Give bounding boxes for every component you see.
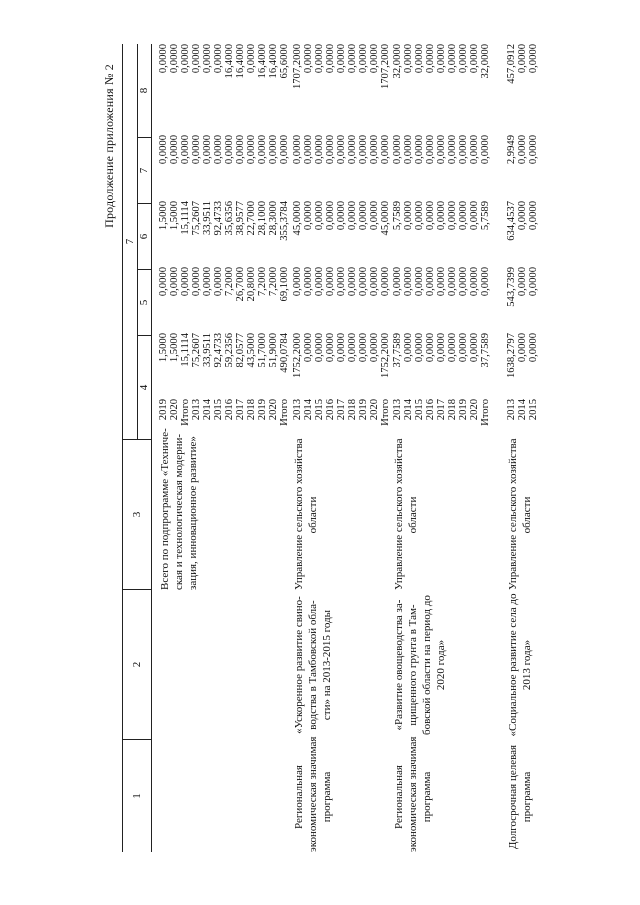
table-row: 2015 0,0000 0,0000 0,0000 0,0000 0,0000 bbox=[314, 44, 325, 421]
data-rows bbox=[292, 44, 391, 437]
executor-line: зация, инновационное развитие» bbox=[187, 436, 199, 590]
header-col-8: 8 bbox=[137, 44, 151, 138]
executor-line: ская и технологическая модерни- bbox=[173, 433, 185, 590]
table-row: 2017 82,0577 26,7000 38,9577 0,0000 16,4000 bbox=[235, 44, 246, 421]
program-name-line: «Ускоренное развитие свино- bbox=[293, 596, 305, 734]
executor-line: области bbox=[521, 496, 533, 534]
header-col-1: 1 bbox=[131, 793, 143, 799]
table-row: Итого 37,7589 0,0000 5,7589 0,0000 32,0000 bbox=[480, 44, 491, 426]
program-type-line: экономическая значимая bbox=[307, 736, 319, 852]
table-row: 2019 0,0000 0,0000 0,0000 0,0000 0,0000 bbox=[458, 44, 469, 421]
group-rural-development-program bbox=[506, 44, 566, 852]
table-row: 2014 0,0000 0,0000 0,0000 0,0000 0,0000 bbox=[403, 44, 414, 421]
program-name-line: 2013 года» bbox=[521, 639, 533, 691]
table-header bbox=[122, 44, 152, 852]
program-type-line: программа bbox=[321, 771, 333, 823]
table-row: Итого 1752,2000 0,0000 45,0000 0,0000 1707,2000 bbox=[380, 44, 391, 426]
group-pig-farming-program bbox=[292, 44, 391, 852]
data-rows bbox=[392, 44, 491, 437]
executor-line: Управление сельского хозяйства bbox=[393, 438, 405, 590]
program-type-line: программа bbox=[421, 771, 433, 823]
program-name-line: «Социальное развитие села до bbox=[507, 593, 519, 737]
executor-line: Управление сельского хозяйства bbox=[507, 438, 519, 590]
program-name-line: сти» на 2013-2015 годы bbox=[321, 609, 333, 721]
table-row: 2013 1752,2000 0,0000 45,0000 0,0000 1707,2000 bbox=[292, 44, 303, 421]
table-row: 2015 0,0000 0,0000 0,0000 0,0000 0,0000 bbox=[528, 44, 539, 421]
program-type-line: Долгосрочная целевая bbox=[507, 744, 519, 850]
executor-line: Всего по подпрограмме «Техниче- bbox=[159, 428, 171, 590]
table-row: 2014 0,0000 0,0000 0,0000 0,0000 0,0000 bbox=[303, 44, 314, 421]
appendix-caption: Продолжение приложения № 2 bbox=[102, 64, 116, 228]
header-col-5: 5 bbox=[137, 270, 151, 336]
program-name-line: 2020 года» bbox=[435, 639, 447, 691]
executor-line: области bbox=[307, 496, 319, 534]
table-row: 2019 0,0000 0,0000 0,0000 0,0000 0,0000 bbox=[358, 44, 369, 421]
table-row: 2020 1,5000 0,0000 1,5000 0,0000 0,0000 bbox=[169, 44, 180, 421]
program-name-line: щищенного грунта в Там- bbox=[407, 604, 419, 726]
header-col-7: 7 bbox=[137, 138, 151, 204]
program-type-line: Региональная bbox=[293, 765, 305, 829]
header-span-label: 7 bbox=[123, 44, 151, 440]
header-col-4: 4 bbox=[137, 336, 151, 440]
table-row: 2018 43,5000 20,8000 22,7000 0,0000 0,0000 bbox=[246, 44, 257, 421]
table-row: 2016 0,0000 0,0000 0,0000 0,0000 0,0000 bbox=[425, 44, 436, 421]
program-name-line: водства в Тамбовской обла- bbox=[307, 600, 319, 730]
table-row: 2013 1638,2797 543,7399 634,4537 2,9949 457,0912 bbox=[506, 44, 517, 421]
data-rows bbox=[506, 44, 539, 437]
program-name-line: «Развитие овощеводства за- bbox=[393, 599, 405, 731]
table-row: 2020 0,0000 0,0000 0,0000 0,0000 0,0000 bbox=[369, 44, 380, 421]
table-row: Итого 15,1114 0,0000 15,1114 0,0000 0,0000 bbox=[180, 44, 191, 426]
table-row: 2016 59,2356 7,2000 35,6356 0,0000 16,4000 bbox=[224, 44, 235, 421]
header-col-6: 6 bbox=[137, 204, 151, 270]
table-row: 2013 37,7589 0,0000 5,7589 0,0000 32,0000 bbox=[392, 44, 403, 421]
table-row: 2015 92,4733 0,0000 92,4733 0,0000 0,0000 bbox=[213, 44, 224, 421]
table-row: 2020 0,0000 0,0000 0,0000 0,0000 0,0000 bbox=[469, 44, 480, 421]
table-row: 2019 51,7000 7,2000 28,1000 0,0000 16,4000 bbox=[257, 44, 268, 421]
table-row: 2017 0,0000 0,0000 0,0000 0,0000 0,0000 bbox=[436, 44, 447, 421]
program-type-line: Региональная bbox=[393, 765, 405, 829]
table-row: 2014 33,9511 0,0000 33,9511 0,0000 0,0000 bbox=[202, 44, 213, 421]
rotated-table-sheet bbox=[96, 44, 636, 852]
data-rows bbox=[158, 44, 290, 437]
header-col-2: 2 bbox=[123, 590, 151, 740]
table-row: 2015 0,0000 0,0000 0,0000 0,0000 0,0000 bbox=[414, 44, 425, 421]
program-name-line: бовской области на период до bbox=[421, 595, 433, 735]
program-type-line: программа bbox=[521, 771, 533, 823]
group-subprogram-total bbox=[158, 44, 290, 852]
table-row: 2017 0,0000 0,0000 0,0000 0,0000 0,0000 bbox=[336, 44, 347, 421]
table-row: 2014 0,0000 0,0000 0,0000 0,0000 0,0000 bbox=[517, 44, 528, 421]
table-row: 2019 1,5000 0,0000 1,5000 0,0000 0,0000 bbox=[158, 44, 169, 421]
header-col-3: 3 bbox=[123, 440, 151, 590]
table-row: 2020 51,9000 7,2000 28,3000 0,0000 16,4000 bbox=[268, 44, 279, 421]
executor-line: области bbox=[407, 496, 419, 534]
table-row: 2013 75,2607 0,0000 75,2607 0,0000 0,0000 bbox=[191, 44, 202, 421]
table-row: 2016 0,0000 0,0000 0,0000 0,0000 0,0000 bbox=[325, 44, 336, 421]
group-greenhouse-program bbox=[392, 44, 491, 852]
table-row: Итого 490,0784 69,1000 355,3784 0,0000 65,6000 bbox=[279, 44, 290, 426]
program-type-line: экономическая значимая bbox=[407, 736, 419, 852]
executor-line: Управление сельского хозяйства bbox=[293, 438, 305, 590]
table-row: 2018 0,0000 0,0000 0,0000 0,0000 0,0000 bbox=[447, 44, 458, 421]
table-row: 2018 0,0000 0,0000 0,0000 0,0000 0,0000 bbox=[347, 44, 358, 421]
